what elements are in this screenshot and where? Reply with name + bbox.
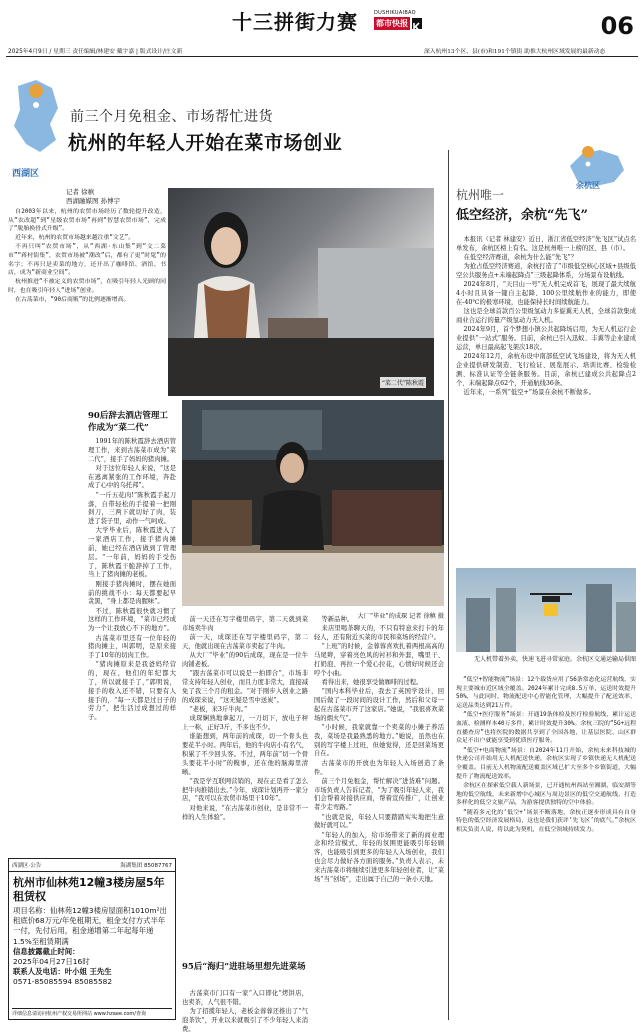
masthead [0,0,644,58]
paragraph: 前一天还在写字楼里码字，第二天就到菜市场卖牛肉 [182,616,308,632]
paragraph: “跟古荡菜市可以说是一拍即合”，市场非常支持年轻人创业，而且力度非常大，直接减免了我三个月的租金。“对于刚步入创业之路的成琛来说，“这无疑是雪中送炭”。 [182,670,308,704]
brand-k-icon [412,18,422,29]
paragraph: 古荡菜市的开放也为年轻人入场创造了条件。 [314,759,444,776]
section2-body [182,616,308,1016]
paragraph: 古荡菜市门口有一家“入口即化”烤饼店，也卖茶，人气很不错。 [182,990,308,1006]
ad-deadline-label: 信息披露截止时间： [13,946,80,956]
paragraph: “低空+智能物流”场景：12个载货应用了56条常态化运营航线，实现主要城市近区域全覆盖。2024年累计完成8.5万单，运送时效提升50%，与此同时，物流配送中心智能化管理，大幅提升了配送效率，运送品类达到21万件。 [456,677,636,710]
paragraph: 大学毕业后，陈秋霞进入了一家酒店工作，接手猪肉摊前，她已经在酒店做到了管理层。“一年前，妈妈的手受伤了，陈秋霞干脆辞掉了工作，当上了猪肉摊的老板。 [88,527,176,579]
paragraph: “国内本科毕业后，我去了英国学设计，回国后做了一段时间的设计工作，然后和父母一起在古荡菜市开了这家店。”她说，“我很喜欢菜场的烟火气”。 [314,688,444,722]
ad-phones: 0571-85085594 85085582 [13,976,113,986]
ad-section: 西湖区·公告 [12,863,42,869]
drone-icon [530,594,572,616]
paragraph: 杭州推进“不被定义的农贸市场”，在吸引年轻人光顾的同时，也在吸引年轻人“进场”创业。 [8,279,166,294]
photo-drone-delivery [456,568,636,652]
paragraph: 刚接手猪肉摊时，摆在她面前的挑战不小：每天都要起早贪黑，“身上都是肉腥味”。 [88,580,176,606]
paragraph: “低空+医疗服务”场景：开通19条体检及医疗检验航线，累计运送血液、检测样本40万多件，累计时效提升30%。余杭三院的“5G+远程直播查房”也将医院的数据共享到了全国各地，让基层医院、山区群众足不出户就能享受到优质医疗服务。 [456,712,636,745]
paragraph: 不再只叫“农贸市场”，从“西湖·东山集”到“文二菜市”“蒋村街集”，农贸市场被“潮改”后，都有了更“时髦”的名字；不再只是卖菜的地方，还开出了咖啡馆、酒馆、书店，成为“新商业空间”。 [8,244,166,277]
paragraph: 等新品种。 [321,616,354,623]
paragraph: “猪肉摊原来是我爸妈经营的，现在，他们的年纪都大了，所以就接手了，”郭明说，接手的收入还不错，只要有人接手的，“每一天都是过日子的劳力”，把生活过成想过的样子。 [88,661,176,722]
paragraph: “上班”的时候，金蓉蓉喜欢扎着两根高高的马尾辫，穿着亮色风的衬衫和外套，嘴里干、打奶泡、再拉一个爱心拉花，心情好时候还会哼个小曲。 [314,643,444,677]
section-title: 十三拼街力赛 [232,10,358,34]
paragraph: 余杭区在探索低空载人新场景，已开通杭州西站至湘湖、临安湖等地的低空航线，未来新增中心城区与周边景区的低空交通航线，打造多样化的低空文旅产品，为游客提供独特的空中体验。 [456,782,636,807]
main-headline: 杭州的年轻人开始在菜市场创业 [68,132,343,154]
paragraph: “小时候，我家就靠一个卖菜的小摊子养活我，菜场是我最熟悉的地方。”她说，虽然也在别的写字楼上过班，但她觉得，还是回菜场更自在。 [314,724,444,758]
yuhang-map-badge [566,146,636,200]
paragraph: “年轻人的加入，给市场带来了新的商业理念和经营模式，年轻的氛围更能吸引年轻顾客，也能吸引到更多的年轻人入场创业，我们也会尽力做好各方面的服务。”负责人表示，未来古荡菜市将继续引进更多年轻创业者，让“菜场”当“创场”，走出属于自己的一条小天地。 [314,831,444,883]
paragraph: 自2003年以来，杭州的农贸市场经历了数轮提升改造，从“农改超”到“星级农贸市场”再到“智慧农贸市场”，完成了“脱胎换骨式升级”。 [8,209,166,233]
brand-logo [374,10,422,30]
paragraph: 来店里喝茶聊天的，不只有特意来打卡的年轻人，还有附近买菜的市民和菜场的经营户。 [314,625,444,642]
paragraph: 这也是全球首款百公里级氢动力多旋翼无人机，全球首款集成商业合运行的量产级氢动力无人机。 [456,308,636,325]
side-headline: 低空经济，余杭“先飞” [456,208,588,223]
paragraph: 前三个月免租金，帮忙解决“进货难”问题。市场负责人告诉记者，“为了吸引年轻人来，我们会帮着对接供应商，帮着宣传推广，让创业者少走弯路。” [314,777,444,812]
paragraph: 前一天，成琛还在写字楼里码字，第二天，他就出现在古荡菜市卖起了牛肉。 [182,634,308,650]
paragraph: 为抢占低空经济赛道，余杭打造了“市级低空核心区域+县级低空公共服务点+未端起降点”三级起降体系，分场景布设航线。 [456,263,636,280]
paragraph: 不过，陈秋霞很快就习惯了这样的工作环境，“菜市已经成为一个让我放心不下的地方”。 [88,607,176,633]
lead-text [8,208,166,386]
ad-title: 杭州市仙林苑12幢3楼房屋5年租赁权 [13,876,165,903]
side-district-label: 余杭区 [576,181,600,190]
paragraph: “低空+电商物流”场景：自2024年11月开始，余杭未来科技城的快递公司开始用无人机配送快递，余杭区实现了乡镇快递无人机配送全覆盖。目前无人机物流配送覆盖区域已扩大至多个乡镇街道，大幅提升了物流配送效率。 [456,747,636,780]
paragraph: 在古荡菜市，“90后商贩”的比例逐渐增高。 [15,296,130,303]
paragraph: 从大厂“毕业”的90后成琛，现在是一位牛肉铺老板。 [182,652,308,668]
paragraph: 2024年8月，“天目山一号”无人机完成首飞，展现了最大续航4小时且具备一键自主起降、100公里续航作业的能力，即使在-40℃的极寒环境，也能保持长时间续航能力。 [456,281,636,307]
paragraph: 2024年9月，首个梦想小镇公共起降场启用，为无人机运行企业提供“一站式”服务。目前，余杭已引入迅蚁、丰翼等企业建成运营，单日最高起飞架次18次。 [456,326,636,352]
paragraph: 1991年的陈秋霞辞去酒店管理工作，来到古荡菜市成为“菜二代”，接手了妈妈的猪肉摊。 [88,438,176,463]
slogan: 深入杭州13个区、县(市)和191个镇街 助推大杭州区域发展的最新动态 [424,49,606,55]
paragraph: 古荡菜市里还有一位年轻的猪肉摊主，叫郭明，是原来接手了10年的切肉工作。 [88,634,176,660]
side-body [456,236,636,566]
section3-body [182,990,308,1033]
paragraph: “也就是说，年轻人只要踏踏实实地把生意做好就可以。” [314,813,444,830]
paragraph: 2024年12月，余杭布设中南部低空试飞场建设，将为无人机企业提供研发制造、飞行检证、展览展示、培训比赛、检验检测、标准认证等全链条服务。目前，余杭已建成公共起降点2个、末端起降点62个，开通航线36条。 [456,353,636,387]
district-label: 西湖区 [12,169,40,179]
paragraph: 本报讯（记者 林建安）近日，浙江省低空经济“先飞区”试点名单发布，余杭区榜上有名。这是杭州唯一上榜的区、县（市）。 [456,236,636,252]
masthead-rule [6,56,638,57]
section1-body [88,438,176,722]
col4-body [314,616,444,1021]
paragraph: “一斤五花肉!”陈秋霞手起刀落，自带轻松的手提着一把刚剁刀，三两下就切好了肉，装进了袋子里，动作一气呵成。 [88,491,176,526]
side-divider [448,150,449,1020]
side-photo-caption: 无人机带着外卖，快速飞进寻常家庭。余杭区交通运输局供图 [473,656,636,663]
ad-footer: 详细信息请访问杭州产权交易所网站 www.hzaee.com/查询 [12,1008,172,1017]
paragraph: 近年来，一系列“低空+”场景在余杭不断做多。 [463,389,595,397]
paragraph: 看得出来，她很享受做咖啡的过程。 [321,679,423,687]
section1-heading: 90后辞去酒店管理工作成为“菜二代” [88,411,168,433]
brand-pinyin: DUSHIKUAIBAO [374,10,416,16]
date-line: 2025年4月9日 / 星期三 责任编辑/林建安 戴宇嘉 | 版式设计/庄文新 [8,49,183,55]
ad-deadline: 2025年04月27日16时 [13,956,90,966]
ad-contact-top: 海湖集团 85087767 [120,863,172,869]
photo2-caption: 大厂“毕业”的成琛 记者 徐稹 摄 [357,613,444,620]
side-body-2 [456,676,636,1021]
section3-heading: 95后“海归”进驻场里想先进菜场 [182,962,306,972]
west-lake-map-badge [6,78,66,178]
main-subtitle: 前三个月免租金、市场帮忙进货 [70,109,273,125]
paragraph: 对于这位年轻人来说，“这是在逃离紧张的工作环境，奔赴成了心中的乌托邦”。 [88,464,176,490]
page-number: 06 [600,12,634,40]
district-map-icon [6,78,66,158]
paragraph: 为了招揽年轻人，老板金蓉蓉还推出了“气泡茶饮”，开业以来就吸引了不少年轻人来消费。 [182,1008,308,1033]
paragraph: “老板，来3斤牛肉。” [189,705,248,713]
ad-box [8,858,176,1020]
photo1-caption: “菜二代”陈秋霞 [380,377,426,388]
paragraph: 成琛娴熟地拿起刀，一刀切下，放电子秤上一称，正好3斤，不多也不少。 [182,715,308,732]
photo-chen-qiuxia [168,188,434,396]
byline: 记者 徐稹 西湖融媒图 孙博宇 [66,188,121,205]
paragraph: 谁能想到，两年前的成琛，切一个骨头也要花半小时。两年后，他的牛肉店小有名气，积累了不少回头客。不过，两年前“切一个骨头要花半小时”的糗事，还在他的脑海里清晰。 [182,733,308,776]
brand-name: 都市快报 [376,19,408,28]
paragraph: 对他来说，“在古荡菜市创业，是非常不一样的人生体验”。 [182,804,308,821]
ad-body: 项目名称：仙林苑12幢3楼房屋面积1010m²出租底价68万元/年免租期无，租金支付方式半年一付，先付后用，租金递增第二年起每年递1.5%至租赁期满 [13,906,167,946]
paragraph: 近年来，杭州的农贸市场越来越注重“文艺”。 [15,235,135,242]
paragraph: “随着多元化的‘低空+’场景不断落地，余杭正逐步形成具有自身特色的低空经济发展格局，这也是我们获评‘先飞区’的底气。”余杭区相关负责人说，将以此为契机，在低空领域持续发力。 [456,809,636,833]
paragraph: “我是学互联网营销的，现在正是看了怎么把牛肉推销出去。”今年，成琛计划再开一家分店，“我可以在农贸市场里干10年”。 [182,777,309,803]
side-kicker: 杭州唯一 [456,188,505,202]
paragraph: 在低空经济赛道，余杭为什么能“先飞”？ [463,254,578,262]
ad-contact-label: 联系人及电话：叶小姐 王先生 [13,966,112,976]
